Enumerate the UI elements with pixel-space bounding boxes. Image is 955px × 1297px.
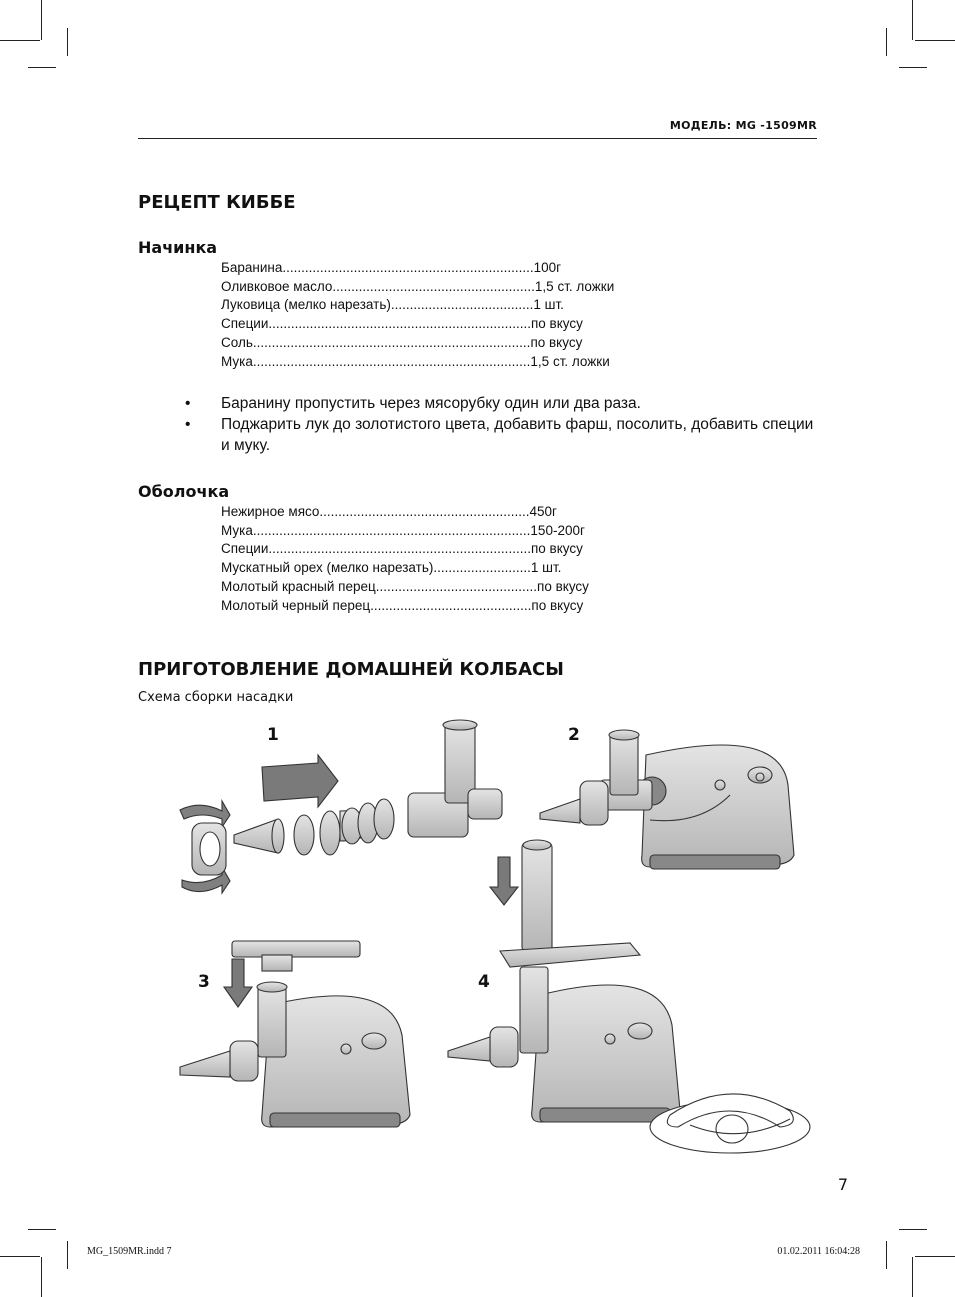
file-slug: MG_1509MR.indd 7 bbox=[87, 1246, 172, 1257]
shell-heading: Оболочка bbox=[138, 482, 230, 501]
ingredient-row: Молотый красный перец ........................................... по вкусу bbox=[221, 578, 589, 594]
step-item: • Баранину пропустить через мясорубку один или два раза. bbox=[185, 395, 641, 412]
step-number-2: 2 bbox=[568, 725, 580, 745]
recipe-title: РЕЦЕПТ КИББЕ bbox=[138, 192, 296, 213]
ingredient-row: Оливковое масло ...................................................... 1,5 ст. ложки bbox=[221, 278, 615, 294]
step-number-3: 3 bbox=[198, 972, 210, 992]
ingredient-row: Нежирное мясо ........................................................ 450г bbox=[221, 504, 557, 519]
step-2-assembled-grinder bbox=[540, 730, 794, 869]
assembly-subtitle: Схема сборки насадки bbox=[138, 690, 294, 705]
ingredient-row: Мускатный орех (мелко нарезать) .......................... 1 шт. bbox=[221, 560, 562, 576]
sausage-title: ПРИГОТОВЛЕНИЕ ДОМАШНЕЙ КОЛБАСЫ bbox=[138, 659, 564, 680]
ingredient-row: Баранина ................................................................... 100г bbox=[221, 260, 562, 275]
step-1-exploded-parts bbox=[180, 720, 502, 893]
header-rule bbox=[138, 138, 817, 139]
step-3-grinder-with-tray bbox=[180, 941, 410, 1127]
ingredient-row: Соль .......................................................................... по вкусу bbox=[221, 334, 583, 350]
filling-ingredients bbox=[221, 259, 641, 371]
timestamp-slug: 01.02.2011 16:04:28 bbox=[777, 1246, 860, 1257]
filling-steps bbox=[185, 393, 825, 456]
step-number-4: 4 bbox=[478, 972, 490, 992]
ingredient-row: Мука .......................................................................... 1,5 ст. ложки bbox=[221, 353, 610, 369]
ingredient-row: Молотый черный перец ........................................... по вкусу bbox=[221, 597, 584, 613]
page-number: 7 bbox=[837, 1175, 848, 1194]
filling-heading: Начинка bbox=[138, 238, 218, 257]
assembly-illustration bbox=[170, 715, 820, 1160]
model-label: МОДЕЛЬ: MG -1509MR bbox=[669, 119, 817, 132]
shell-ingredients bbox=[221, 503, 641, 615]
down-arrow bbox=[490, 857, 518, 905]
step-number-1: 1 bbox=[267, 725, 279, 745]
ingredient-row: Луковица (мелко нарезать) ...................................... 1 шт. bbox=[221, 297, 564, 313]
step-item: • Поджарить лук до золотистого цвета, добавить фарш, посолить, добавить специи и муку. bbox=[185, 416, 814, 454]
ingredient-row: Мука .......................................................................... 150-200г bbox=[221, 522, 585, 538]
ingredient-row: Специи ...................................................................... по вкусу bbox=[221, 541, 583, 557]
ingredient-row: Специи ...................................................................... по вкусу bbox=[221, 316, 583, 332]
